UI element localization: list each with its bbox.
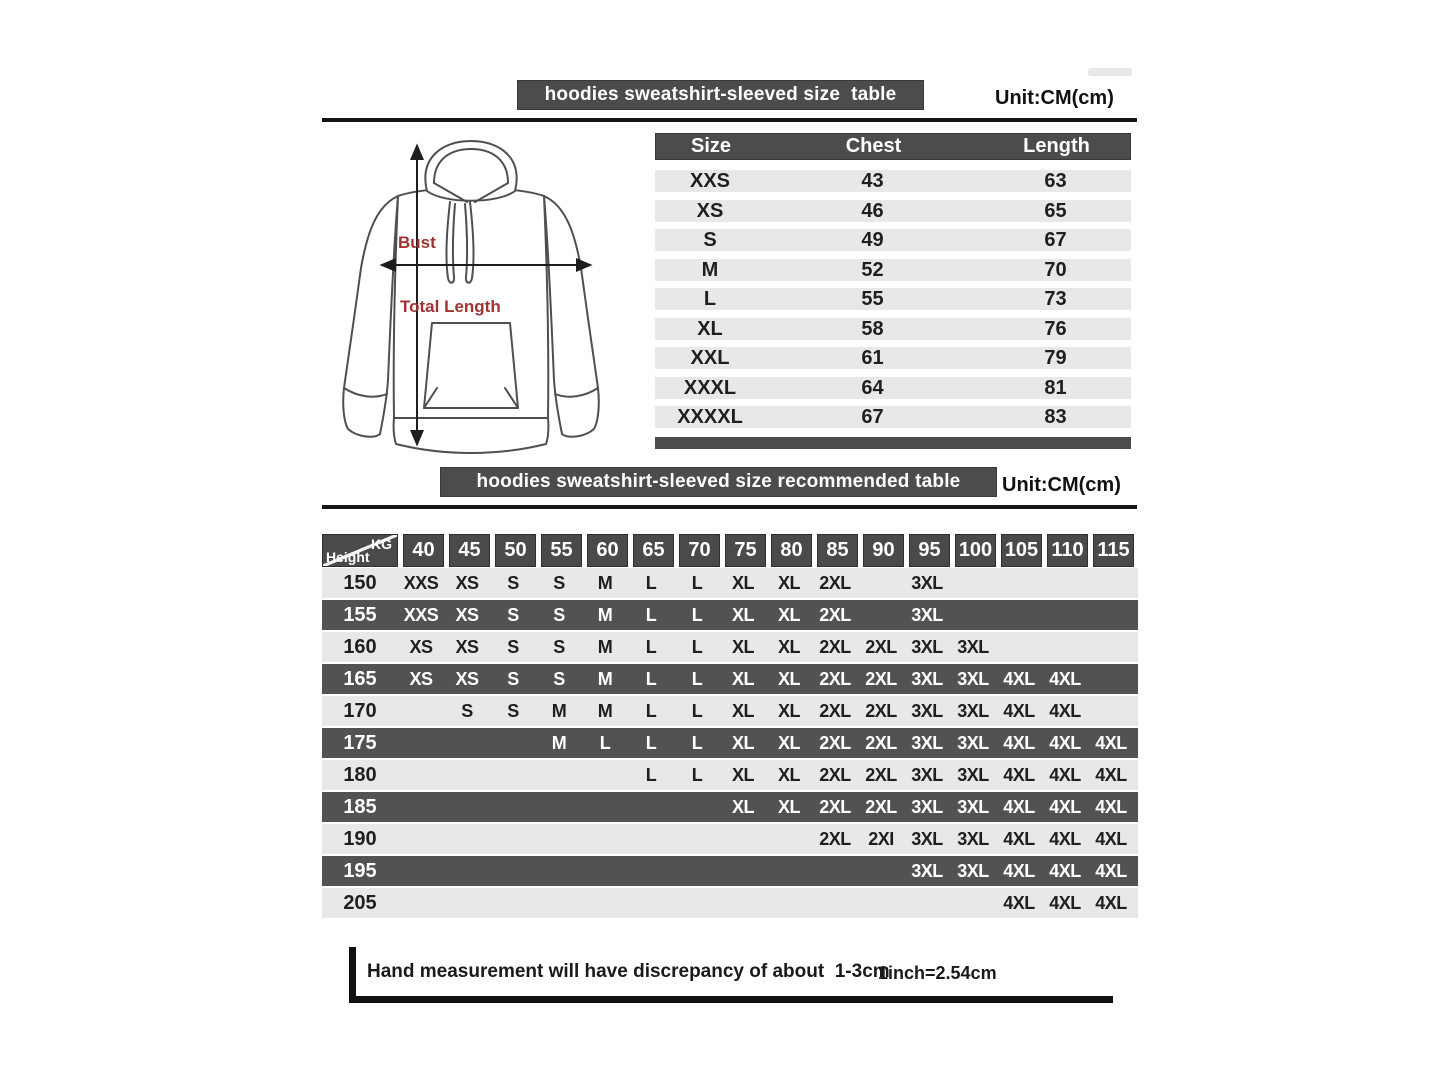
- weight-header-cell: 75: [725, 534, 766, 567]
- matrix-cell: M: [597, 668, 613, 689]
- weight-header-cell: 100: [955, 534, 996, 567]
- matrix-cell: 3XL: [957, 828, 989, 849]
- matrix-cell: L: [691, 668, 703, 689]
- matrix-cell: L: [645, 764, 657, 785]
- matrix-cell: 3XL: [957, 668, 989, 689]
- matrix-row: [322, 856, 1138, 886]
- matrix-cell: 4XL: [1003, 700, 1035, 721]
- size-table-cell: XXL: [690, 347, 730, 369]
- matrix-cell: XL: [777, 604, 800, 625]
- matrix-cell: 2XL: [819, 796, 851, 817]
- weight-header-cell: 40: [403, 534, 444, 567]
- height-label: 180: [343, 763, 377, 786]
- matrix-cell: 3XL: [911, 828, 943, 849]
- size-table-cell: S: [703, 229, 717, 251]
- matrix-cell: 2XL: [819, 764, 851, 785]
- matrix-cell: XS: [455, 668, 479, 689]
- divider-line-2: [322, 505, 1137, 509]
- matrix-cell: 3XL: [957, 732, 989, 753]
- matrix-cell: 4XL: [1049, 796, 1081, 817]
- size-table-cell: 58: [861, 317, 884, 340]
- matrix-cell: 3XL: [911, 700, 943, 721]
- matrix-cell: XS: [455, 636, 479, 657]
- matrix-cell: 3XL: [957, 636, 989, 657]
- corner-kg-label: KG: [371, 536, 392, 552]
- size-table-cell: 73: [1044, 288, 1067, 310]
- matrix-cell: XL: [777, 636, 800, 657]
- matrix-cell: XS: [409, 668, 433, 689]
- matrix-cell: S: [553, 636, 565, 657]
- matrix-cell: S: [553, 604, 565, 625]
- matrix-cell: 2XL: [819, 668, 851, 689]
- size-table-header: [655, 133, 1131, 160]
- size-table-end-bar: [655, 437, 1131, 449]
- matrix-rows: [322, 568, 1138, 920]
- matrix-cell: 2XL: [819, 572, 851, 593]
- matrix-cell: 3XL: [911, 604, 943, 625]
- matrix-cell: 3XL: [957, 860, 989, 881]
- matrix-cell: XS: [455, 572, 479, 593]
- size-table-row: [655, 229, 1131, 251]
- matrix-cell: M: [597, 572, 613, 593]
- matrix-cell: 4XL: [1003, 668, 1035, 689]
- weight-header-cell: 115: [1093, 534, 1134, 567]
- matrix-cell: 2XL: [865, 796, 897, 817]
- size-table-cell: 65: [1044, 199, 1067, 222]
- weight-header-cell: 65: [633, 534, 674, 567]
- matrix-cell: XL: [731, 732, 754, 753]
- matrix-cell: XL: [731, 572, 754, 593]
- bust-label: Bust: [398, 233, 436, 252]
- matrix-row: [322, 568, 1138, 598]
- unit-label-1: Unit:CM(cm): [995, 87, 1114, 109]
- size-table-row: [655, 406, 1131, 428]
- matrix-header-row: [322, 534, 1138, 567]
- matrix-cell: S: [507, 636, 519, 657]
- matrix-cell: 3XL: [957, 796, 989, 817]
- footer-vertical-bar: [349, 947, 356, 1001]
- matrix-cell: M: [597, 636, 613, 657]
- matrix-cell: S: [461, 700, 473, 721]
- matrix-cell: 4XL: [1003, 796, 1035, 817]
- matrix-cell: XS: [455, 604, 479, 625]
- size-table-rows: [655, 170, 1131, 436]
- matrix-cell: 3XL: [911, 796, 943, 817]
- inch-conversion-note: 1inch=2.54cm: [878, 963, 997, 983]
- size-table-cell: 52: [861, 258, 884, 281]
- matrix-cell: 2XL: [865, 668, 897, 689]
- weight-header-cell: 110: [1047, 534, 1088, 567]
- matrix-cell: L: [691, 732, 703, 753]
- matrix-cell: L: [691, 700, 703, 721]
- corner-height-label: Height: [326, 549, 370, 565]
- matrix-cell: 4XL: [1049, 828, 1081, 849]
- matrix-cell: XL: [731, 668, 754, 689]
- matrix-cell: 2XI: [868, 828, 894, 849]
- matrix-cell: 4XL: [1095, 764, 1127, 785]
- size-table-row: [655, 200, 1131, 222]
- size-table-cell: XXS: [689, 170, 731, 192]
- matrix-cell: 3XL: [911, 668, 943, 689]
- unit-label-2: Unit:CM(cm): [1002, 474, 1121, 496]
- matrix-row: [322, 888, 1138, 918]
- matrix-row: [322, 824, 1138, 854]
- length-column-header: Length: [1023, 135, 1090, 157]
- matrix-cell: L: [599, 732, 611, 753]
- matrix-cell: 2XL: [819, 732, 851, 753]
- chest-column-header: Chest: [845, 135, 902, 157]
- size-table-cell: 64: [861, 376, 884, 399]
- matrix-cell: S: [507, 572, 519, 593]
- matrix-row: [322, 760, 1138, 790]
- matrix-cell: L: [691, 764, 703, 785]
- matrix-cell: XXS: [403, 604, 439, 625]
- size-table-cell: M: [701, 258, 719, 281]
- weight-header-cell: 90: [863, 534, 904, 567]
- size-table-cell: XXXL: [683, 376, 737, 399]
- matrix-cell: L: [691, 572, 703, 593]
- size-table-cell: 76: [1044, 317, 1067, 340]
- size-column-header: Size: [690, 135, 732, 157]
- matrix-cell: 3XL: [957, 700, 989, 721]
- matrix-cell: 4XL: [1003, 892, 1035, 913]
- matrix-cell: 4XL: [1049, 668, 1081, 689]
- size-table-row: [655, 318, 1131, 340]
- matrix-cell: 3XL: [911, 636, 943, 657]
- weight-header-cell: 70: [679, 534, 720, 567]
- height-label: 160: [343, 635, 377, 658]
- section1-title-bar: [517, 80, 924, 110]
- size-table-cell: 55: [861, 288, 884, 310]
- size-table-cell: 61: [861, 347, 884, 369]
- matrix-cell: M: [551, 700, 567, 721]
- size-table-row: [655, 288, 1131, 310]
- size-table-cell: 67: [861, 406, 884, 428]
- height-label: 205: [343, 891, 377, 914]
- matrix-cell: 4XL: [1049, 764, 1081, 785]
- matrix-cell: M: [597, 604, 613, 625]
- weight-header-cell: 45: [449, 534, 490, 567]
- weight-header-cell: 80: [771, 534, 812, 567]
- matrix-cell: 3XL: [911, 860, 943, 881]
- matrix-cell: XL: [731, 796, 754, 817]
- matrix-row: [322, 664, 1138, 694]
- matrix-cell: S: [507, 668, 519, 689]
- matrix-cell: L: [645, 604, 657, 625]
- size-table-cell: 79: [1044, 347, 1067, 369]
- matrix-cell: 4XL: [1095, 796, 1127, 817]
- size-table-cell: L: [703, 288, 717, 310]
- matrix-cell: 4XL: [1095, 828, 1127, 849]
- matrix-cell: XL: [731, 636, 754, 657]
- matrix-cell: XS: [409, 636, 433, 657]
- matrix-cell: XL: [777, 700, 800, 721]
- matrix-cell: 2XL: [865, 636, 897, 657]
- matrix-cell: XL: [777, 764, 800, 785]
- height-label: 185: [343, 795, 377, 818]
- matrix-cell: L: [691, 636, 703, 657]
- size-table-cell: XL: [697, 317, 723, 340]
- section1-title: hoodies sweatshirt-sleeved size table: [544, 84, 897, 105]
- matrix-cell: XL: [731, 700, 754, 721]
- matrix-cell: L: [645, 636, 657, 657]
- matrix-row: [322, 600, 1138, 630]
- matrix-row: [322, 696, 1138, 726]
- matrix-cell: S: [553, 668, 565, 689]
- weight-header-cell: 95: [909, 534, 950, 567]
- size-table-cell: 70: [1044, 258, 1067, 281]
- height-label: 155: [343, 603, 377, 626]
- section2-title-bar: [440, 467, 997, 497]
- size-table-row: [655, 170, 1131, 192]
- matrix-cell: 2XL: [865, 764, 897, 785]
- matrix-cell: XL: [777, 668, 800, 689]
- matrix-cell: 4XL: [1003, 828, 1035, 849]
- matrix-cell: L: [645, 668, 657, 689]
- weight-header-cell: 105: [1001, 534, 1042, 567]
- matrix-cell: 3XL: [911, 764, 943, 785]
- matrix-cell: 4XL: [1095, 860, 1127, 881]
- matrix-cell: S: [553, 572, 565, 593]
- matrix-cell: L: [645, 572, 657, 593]
- height-label: 195: [343, 859, 377, 882]
- matrix-row: [322, 728, 1138, 758]
- section2-title: hoodies sweatshirt-sleeved size recommended table: [476, 471, 961, 492]
- matrix-cell: 4XL: [1049, 700, 1081, 721]
- weight-header-cell: 55: [541, 534, 582, 567]
- size-table-cell: 67: [1044, 229, 1067, 251]
- matrix-cell: S: [507, 700, 519, 721]
- size-table-cell: 63: [1044, 170, 1067, 192]
- size-table-row: [655, 377, 1131, 399]
- size-table-cell: XXXXL: [677, 406, 743, 428]
- matrix-cell: M: [597, 700, 613, 721]
- matrix-cell: 2XL: [865, 700, 897, 721]
- height-label: 175: [343, 731, 377, 754]
- matrix-cell: 3XL: [911, 732, 943, 753]
- matrix-cell: S: [507, 604, 519, 625]
- divider-line-1: [322, 118, 1137, 122]
- matrix-cell: XL: [777, 572, 800, 593]
- kg-height-corner-cell: [322, 534, 398, 567]
- matrix-cell: 2XL: [819, 604, 851, 625]
- scan-smudge: [1088, 68, 1132, 76]
- weight-header-cell: 85: [817, 534, 858, 567]
- matrix-cell: 4XL: [1003, 764, 1035, 785]
- measurement-discrepancy-note: Hand measurement will have discrepancy of about 1-3cm: [367, 961, 890, 982]
- matrix-cell: L: [645, 700, 657, 721]
- matrix-cell: 4XL: [1095, 892, 1127, 913]
- height-label: 165: [343, 667, 377, 690]
- matrix-cell: XL: [731, 764, 754, 785]
- matrix-cell: 4XL: [1049, 892, 1081, 913]
- matrix-cell: 2XL: [819, 700, 851, 721]
- total-length-label: Total Length: [400, 297, 501, 316]
- matrix-cell: 4XL: [1049, 860, 1081, 881]
- height-label: 150: [343, 571, 377, 594]
- matrix-cell: 3XL: [957, 764, 989, 785]
- size-table-cell: XS: [696, 199, 724, 222]
- matrix-cell: L: [691, 604, 703, 625]
- matrix-cell: 2XL: [819, 828, 851, 849]
- matrix-cell: M: [551, 732, 567, 753]
- size-table-cell: 46: [861, 199, 884, 222]
- height-label: 190: [343, 827, 377, 850]
- size-table-cell: 43: [861, 170, 884, 192]
- matrix-cell: 3XL: [911, 572, 943, 593]
- matrix-cell: XL: [777, 732, 800, 753]
- matrix-row: [322, 632, 1138, 662]
- matrix-cell: XL: [777, 796, 800, 817]
- size-table-row: [655, 259, 1131, 281]
- matrix-cell: 2XL: [865, 732, 897, 753]
- weight-header-cell: 50: [495, 534, 536, 567]
- size-table-cell: 81: [1044, 376, 1067, 399]
- matrix-cell: 4XL: [1003, 860, 1035, 881]
- size-table-cell: 83: [1044, 406, 1067, 428]
- size-table-row: [655, 347, 1131, 369]
- height-label: 170: [343, 699, 377, 722]
- matrix-cell: 4XL: [1003, 732, 1035, 753]
- matrix-cell: 2XL: [819, 636, 851, 657]
- matrix-cell: L: [645, 732, 657, 753]
- matrix-cell: 4XL: [1095, 732, 1127, 753]
- matrix-cell: XL: [731, 604, 754, 625]
- weight-header-cell: 60: [587, 534, 628, 567]
- matrix-cell: 4XL: [1049, 732, 1081, 753]
- matrix-row: [322, 792, 1138, 822]
- footer-horizontal-bar: [349, 996, 1113, 1003]
- matrix-cell: XXS: [403, 572, 439, 593]
- size-table-cell: 49: [861, 229, 884, 251]
